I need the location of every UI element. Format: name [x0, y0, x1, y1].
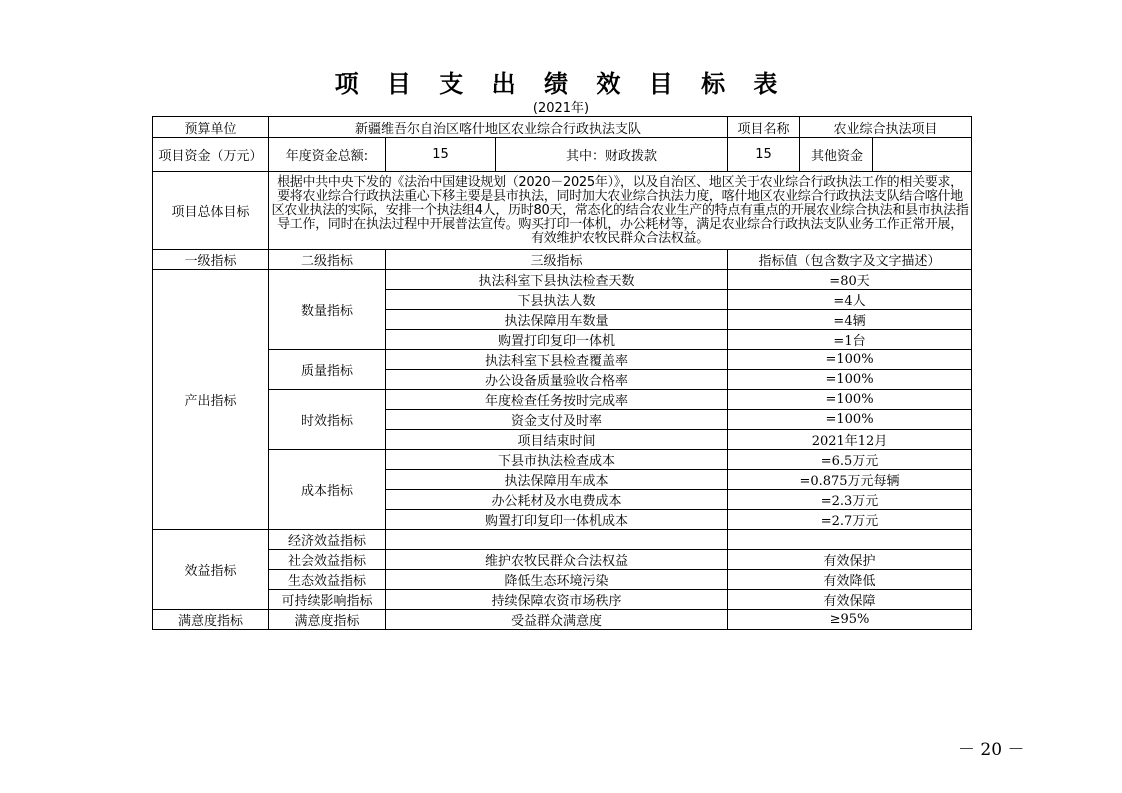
subgroup-ecological: 生态效益指标 [269, 570, 386, 590]
indicator-name: 购置打印复印一体机 [386, 330, 728, 350]
table-row [153, 550, 972, 570]
group-output: 产出指标 [153, 270, 269, 530]
table-row [153, 530, 972, 550]
indicator-value: 有效保护 [728, 550, 972, 570]
annual-total-label: 年度资金总额: [269, 138, 386, 172]
indicator-value: 2021年12月 [728, 430, 972, 450]
group-benefit: 效益指标 [153, 530, 269, 610]
project-name-value: 农业综合执法项目 [800, 117, 972, 138]
indicator-value: =4辆 [728, 310, 972, 330]
page-title: 项 目 支 出 绩 效 目 标 表 [334, 70, 788, 98]
subgroup-cost: 成本指标 [269, 450, 386, 530]
subgroup-economic: 经济效益指标 [269, 530, 386, 550]
indicator-name [386, 530, 728, 550]
header-row [153, 250, 972, 270]
fiscal-value: 15 [728, 138, 800, 172]
indicator-value: =2.7万元 [728, 510, 972, 530]
indicator-name: 办公设备质量验收合格率 [386, 370, 728, 390]
indicator-value: =100% [728, 410, 972, 430]
indicator-name: 执法科室下县执法检查天数 [386, 270, 728, 290]
indicator-name: 下县执法人数 [386, 290, 728, 310]
project-funds-label: 项目资金（万元） [153, 138, 269, 172]
table-row [153, 610, 972, 630]
subgroup-satisfaction: 满意度指标 [269, 610, 386, 630]
indicator-value: =1台 [728, 330, 972, 350]
indicator-value: =100% [728, 390, 972, 410]
col-header-value: 指标值（包含数字及文字描述） [728, 250, 972, 270]
indicator-name: 维护农牧民群众合法权益 [386, 550, 728, 570]
indicator-value: 有效保障 [728, 590, 972, 610]
fiscal-label: 其中：财政拨款 [496, 138, 728, 172]
subgroup-quantity: 数量指标 [269, 270, 386, 350]
indicator-name: 购置打印复印一体机成本 [386, 510, 728, 530]
subgroup-timeliness: 时效指标 [269, 390, 386, 450]
subgroup-sustainable: 可持续影响指标 [269, 590, 386, 610]
indicator-value [728, 530, 972, 550]
indicator-value: ≥95% [728, 610, 972, 630]
page-number: － 20 － [958, 740, 1025, 760]
col-header-level2: 二级指标 [269, 250, 386, 270]
performance-table [152, 116, 972, 630]
indicator-name: 执法保障用车数量 [386, 310, 728, 330]
indicator-value: =100% [728, 370, 972, 390]
indicator-value: =100% [728, 350, 972, 370]
subgroup-quality: 质量指标 [269, 350, 386, 390]
table-row [153, 350, 972, 370]
indicator-value: =6.5万元 [728, 450, 972, 470]
indicator-name: 执法科室下县检查覆盖率 [386, 350, 728, 370]
indicator-value: 有效降低 [728, 570, 972, 590]
table-row [153, 270, 972, 290]
indicator-name: 降低生态环境污染 [386, 570, 728, 590]
indicator-value: =2.3万元 [728, 490, 972, 510]
year-subtitle: (2021年) [532, 101, 590, 116]
indicator-value: =0.875万元每辆 [728, 470, 972, 490]
funds-row [153, 138, 972, 172]
other-funds-cell [800, 138, 972, 172]
indicator-name: 资金支付及时率 [386, 410, 728, 430]
indicator-name: 项目结束时间 [386, 430, 728, 450]
col-header-level1: 一级指标 [153, 250, 269, 270]
indicator-name: 办公耗材及水电费成本 [386, 490, 728, 510]
annual-total-value: 15 [386, 138, 496, 172]
group-satisfaction: 满意度指标 [153, 610, 269, 630]
indicator-value: =80天 [728, 270, 972, 290]
table-row [153, 390, 972, 410]
subgroup-social: 社会效益指标 [269, 550, 386, 570]
table-row [153, 570, 972, 590]
budget-unit-row [153, 117, 972, 138]
table-row [153, 590, 972, 610]
other-funds-value [873, 138, 969, 171]
indicator-name: 年度检查任务按时完成率 [386, 390, 728, 410]
budget-unit-label: 预算单位 [153, 117, 269, 138]
indicator-name: 受益群众满意度 [386, 610, 728, 630]
indicator-name: 持续保障农资市场秩序 [386, 590, 728, 610]
col-header-level3: 三级指标 [386, 250, 728, 270]
indicator-name: 执法保障用车成本 [386, 470, 728, 490]
budget-unit-value: 新疆维吾尔自治区喀什地区农业综合行政执法支队 [269, 117, 728, 138]
overall-goal-text: 根据中共中央下发的《法治中国建设规划（2020－2025年）》，以及自治区、地区关于农业综合行政执法工作的相关要求，要将农业综合行政执法重心下移主要是县市执法，同时加大农业综合执法力度，喀什地区农业综合行政执法支队结合喀什地区农业执法的实际，安排一个执法组4人，历时80天，常态化的结合农业生产的特点有重点的开展农业综合执法和县市执法指导工作，同时在执法过程中开展普法宣传。购买打印一体机，办公耗材等，满足农业综合行政执法支队业务工作正常开展，有效维护农牧民群众合法权益。 [269, 172, 972, 250]
indicator-value: =4人 [728, 290, 972, 310]
project-name-label: 项目名称 [728, 117, 800, 138]
indicator-name: 下县市执法检查成本 [386, 450, 728, 470]
overall-goal-label: 项目总体目标 [153, 172, 269, 250]
overall-goal-row [153, 172, 972, 250]
table-row [153, 450, 972, 470]
other-funds-label: 其他资金 [802, 138, 873, 171]
